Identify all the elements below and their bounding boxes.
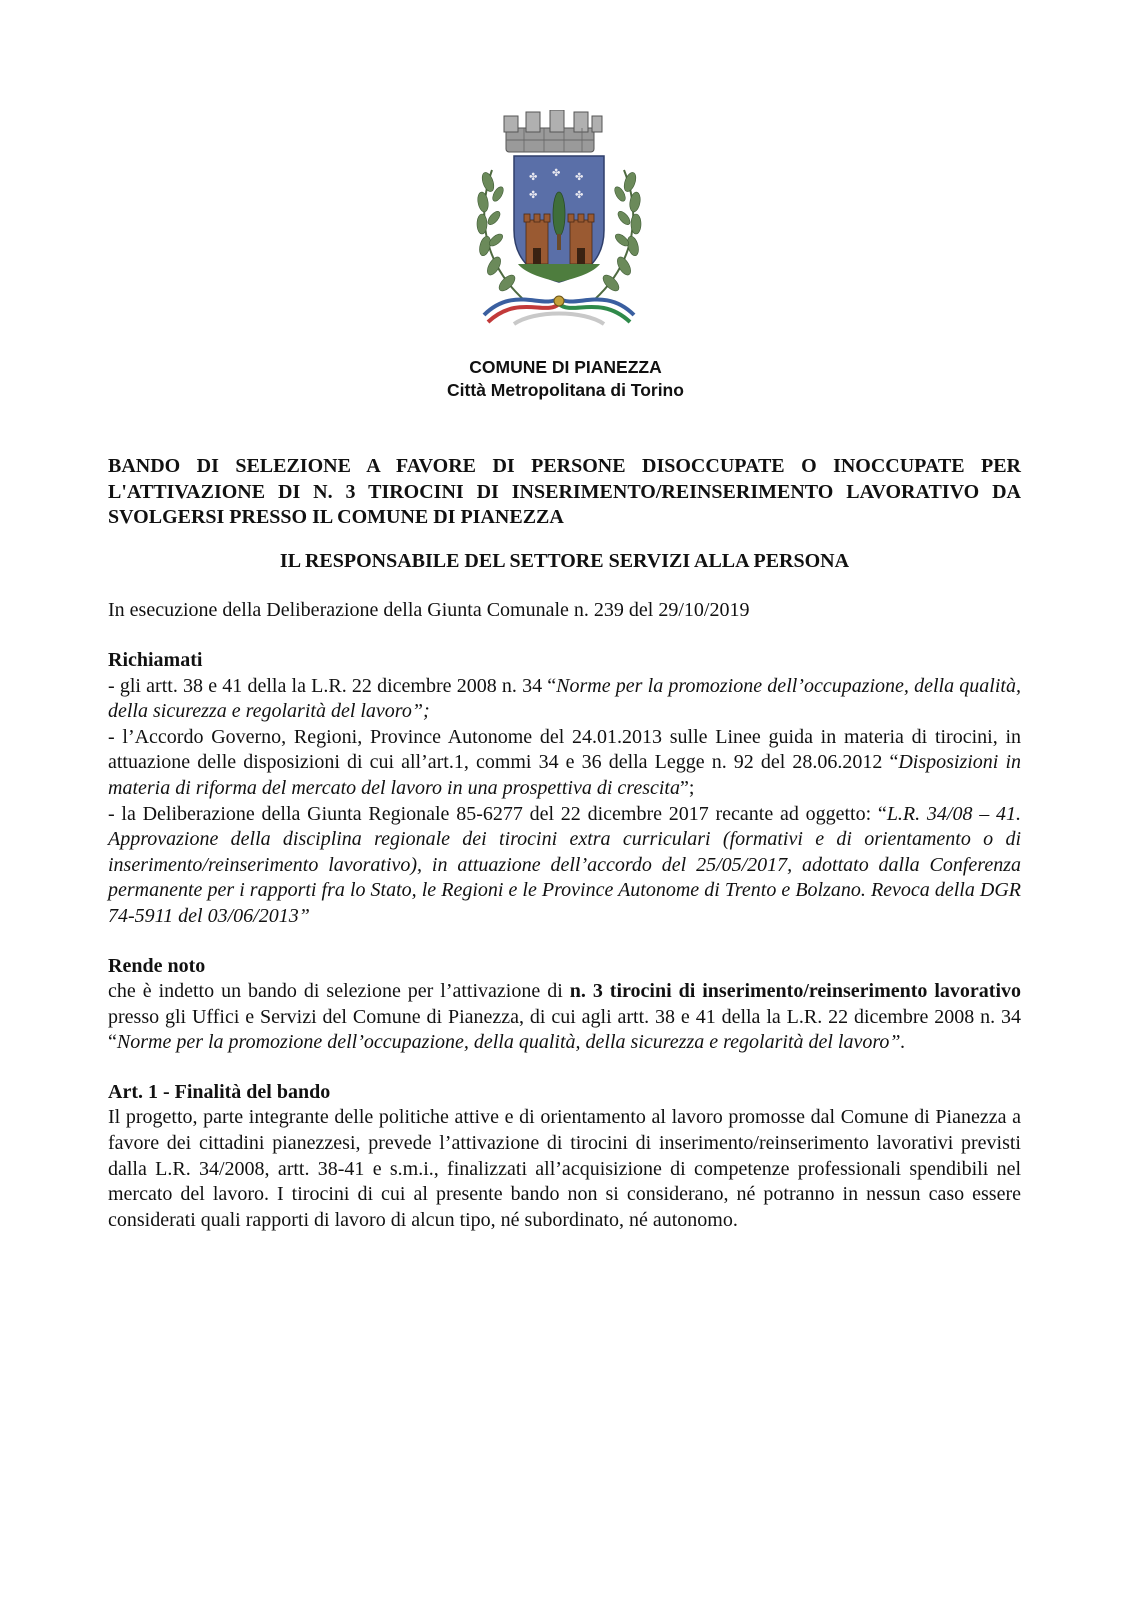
richiamati-item-3-italic: L.R. 34/08 – 41. Approvazione della disciplina regionale dei tirocini extra curriculari (formativi e di orientamento o di inserimento/reinserimento lavorativo), in attuazione dell’accordo del 25/05/2017, adottato dalla Conferenza permanente per i rapporti fra lo Stato, le Regioni e le Province Autonome di Trento e Bolzano. Revoca della DGR 74-5911 del 03/06/2013” [108,802,1021,927]
rende-noto-bold: n. 3 tirocini di inserimento/reinserimento lavorativo [569,980,1022,1003]
richiamati-item-1 [108,674,1021,725]
richiamati-item-2-italic: Disposizioni in materia di riforma del mercato del lavoro in una prospettiva di crescita [108,751,1022,799]
rende-noto-italic: Norme per la promozione dell’occupazione, della qualità, della sicurezza e regolarità del lavoro”. [116,1031,906,1054]
svg-text:✤: ✤ [529,172,538,183]
coat-of-arms-icon [474,110,644,335]
richiamati-item-1-text: - gli artt. 38 e 41 della la L.R. 22 dicembre 2008 n. 34 “ [108,674,557,697]
svg-text:✤: ✤ [575,172,584,183]
svg-text:✤: ✤ [575,190,584,201]
municipality-name: COMUNE DI PIANEZZA [469,357,662,377]
art1-paragraph: Il progetto, parte integrante delle politiche attive e di orientamento al lavoro promosse dal Comune di Pianezza a favore dei cittadini pianezzesi, prevede l’attivazione di tirocini di inserimento/reinserimento lavorativi previsti dalla L.R. 34/2008, artt. 38-41 e s.m.i., finalizzati all’acquisizione di competenze professionali spendibili nel mercato del lavoro. I tirocini di cui al presente bando non si considerano, né potranno in nessun caso essere considerati quali rapporti di lavoro di alcun tipo, né subordinato, né autonomo. [108,1106,1021,1231]
issuer-heading: IL RESPONSABILE DEL SETTORE SERVIZI ALLA PERSONA [279,549,850,572]
svg-text:✤: ✤ [529,190,538,201]
richiamati-item-2-suffix: ”; [679,776,695,799]
art1-heading: Art. 1 - Finalità del bando [108,1080,331,1103]
document-title: BANDO DI SELEZIONE A FAVORE DI PERSONE DISOCCUPATE O INOCCUPATE PER L'ATTIVAZIONE DI N. 3 TIROCINI DI INSERIMENTO/REINSERIMENTO LAVORATIVO DA SVOLGERSI PRESSO IL COMUNE DI PIANEZZA [108,455,1021,529]
municipality-header [0,356,1131,402]
richiamati-item-2-text: - l’Accordo Governo, Regioni, Province Autonome del 24.01.2013 sulle Linee guida in materia di tirocini, in attuazione delle disposizioni di cui all’art.1, commi 34 e 36 della Legge n. 92 del 28.06.2012 “ [108,725,1021,774]
richiamati-heading: Richiamati [108,648,203,671]
richiamati-item-3 [108,802,1021,930]
rende-noto-heading: Rende noto [108,954,206,977]
richiamati-item-3-text: - la Deliberazione della Giunta Regionale 85-6277 del 22 dicembre 2017 recante ad oggetto: “ [108,802,887,825]
richiamati-item-2 [108,725,1021,802]
richiamati-item-1-italic: Norme per la promozione dell’occupazione, della qualità, della sicurezza e regolarità del lavoro”; [108,674,1021,723]
intro-paragraph: In esecuzione della Deliberazione della Giunta Comunale n. 239 del 29/10/2019 [108,599,750,622]
rende-noto-middle: presso gli Uffici e Servizi del Comune di Pianezza, di cui agli artt. 38 e 41 della la L.R. 22 dicembre 2008 n. 34 “ [108,1005,1021,1054]
rende-noto-text: che è indetto un bando di selezione per l’attivazione di [108,980,570,1003]
crown-icon [504,110,602,152]
document-body [108,454,1021,1233]
region-name: Città Metropolitana di Torino [447,380,684,400]
svg-text:✤: ✤ [552,168,561,179]
rende-noto-paragraph [108,979,1021,1056]
shield-icon [514,156,604,282]
